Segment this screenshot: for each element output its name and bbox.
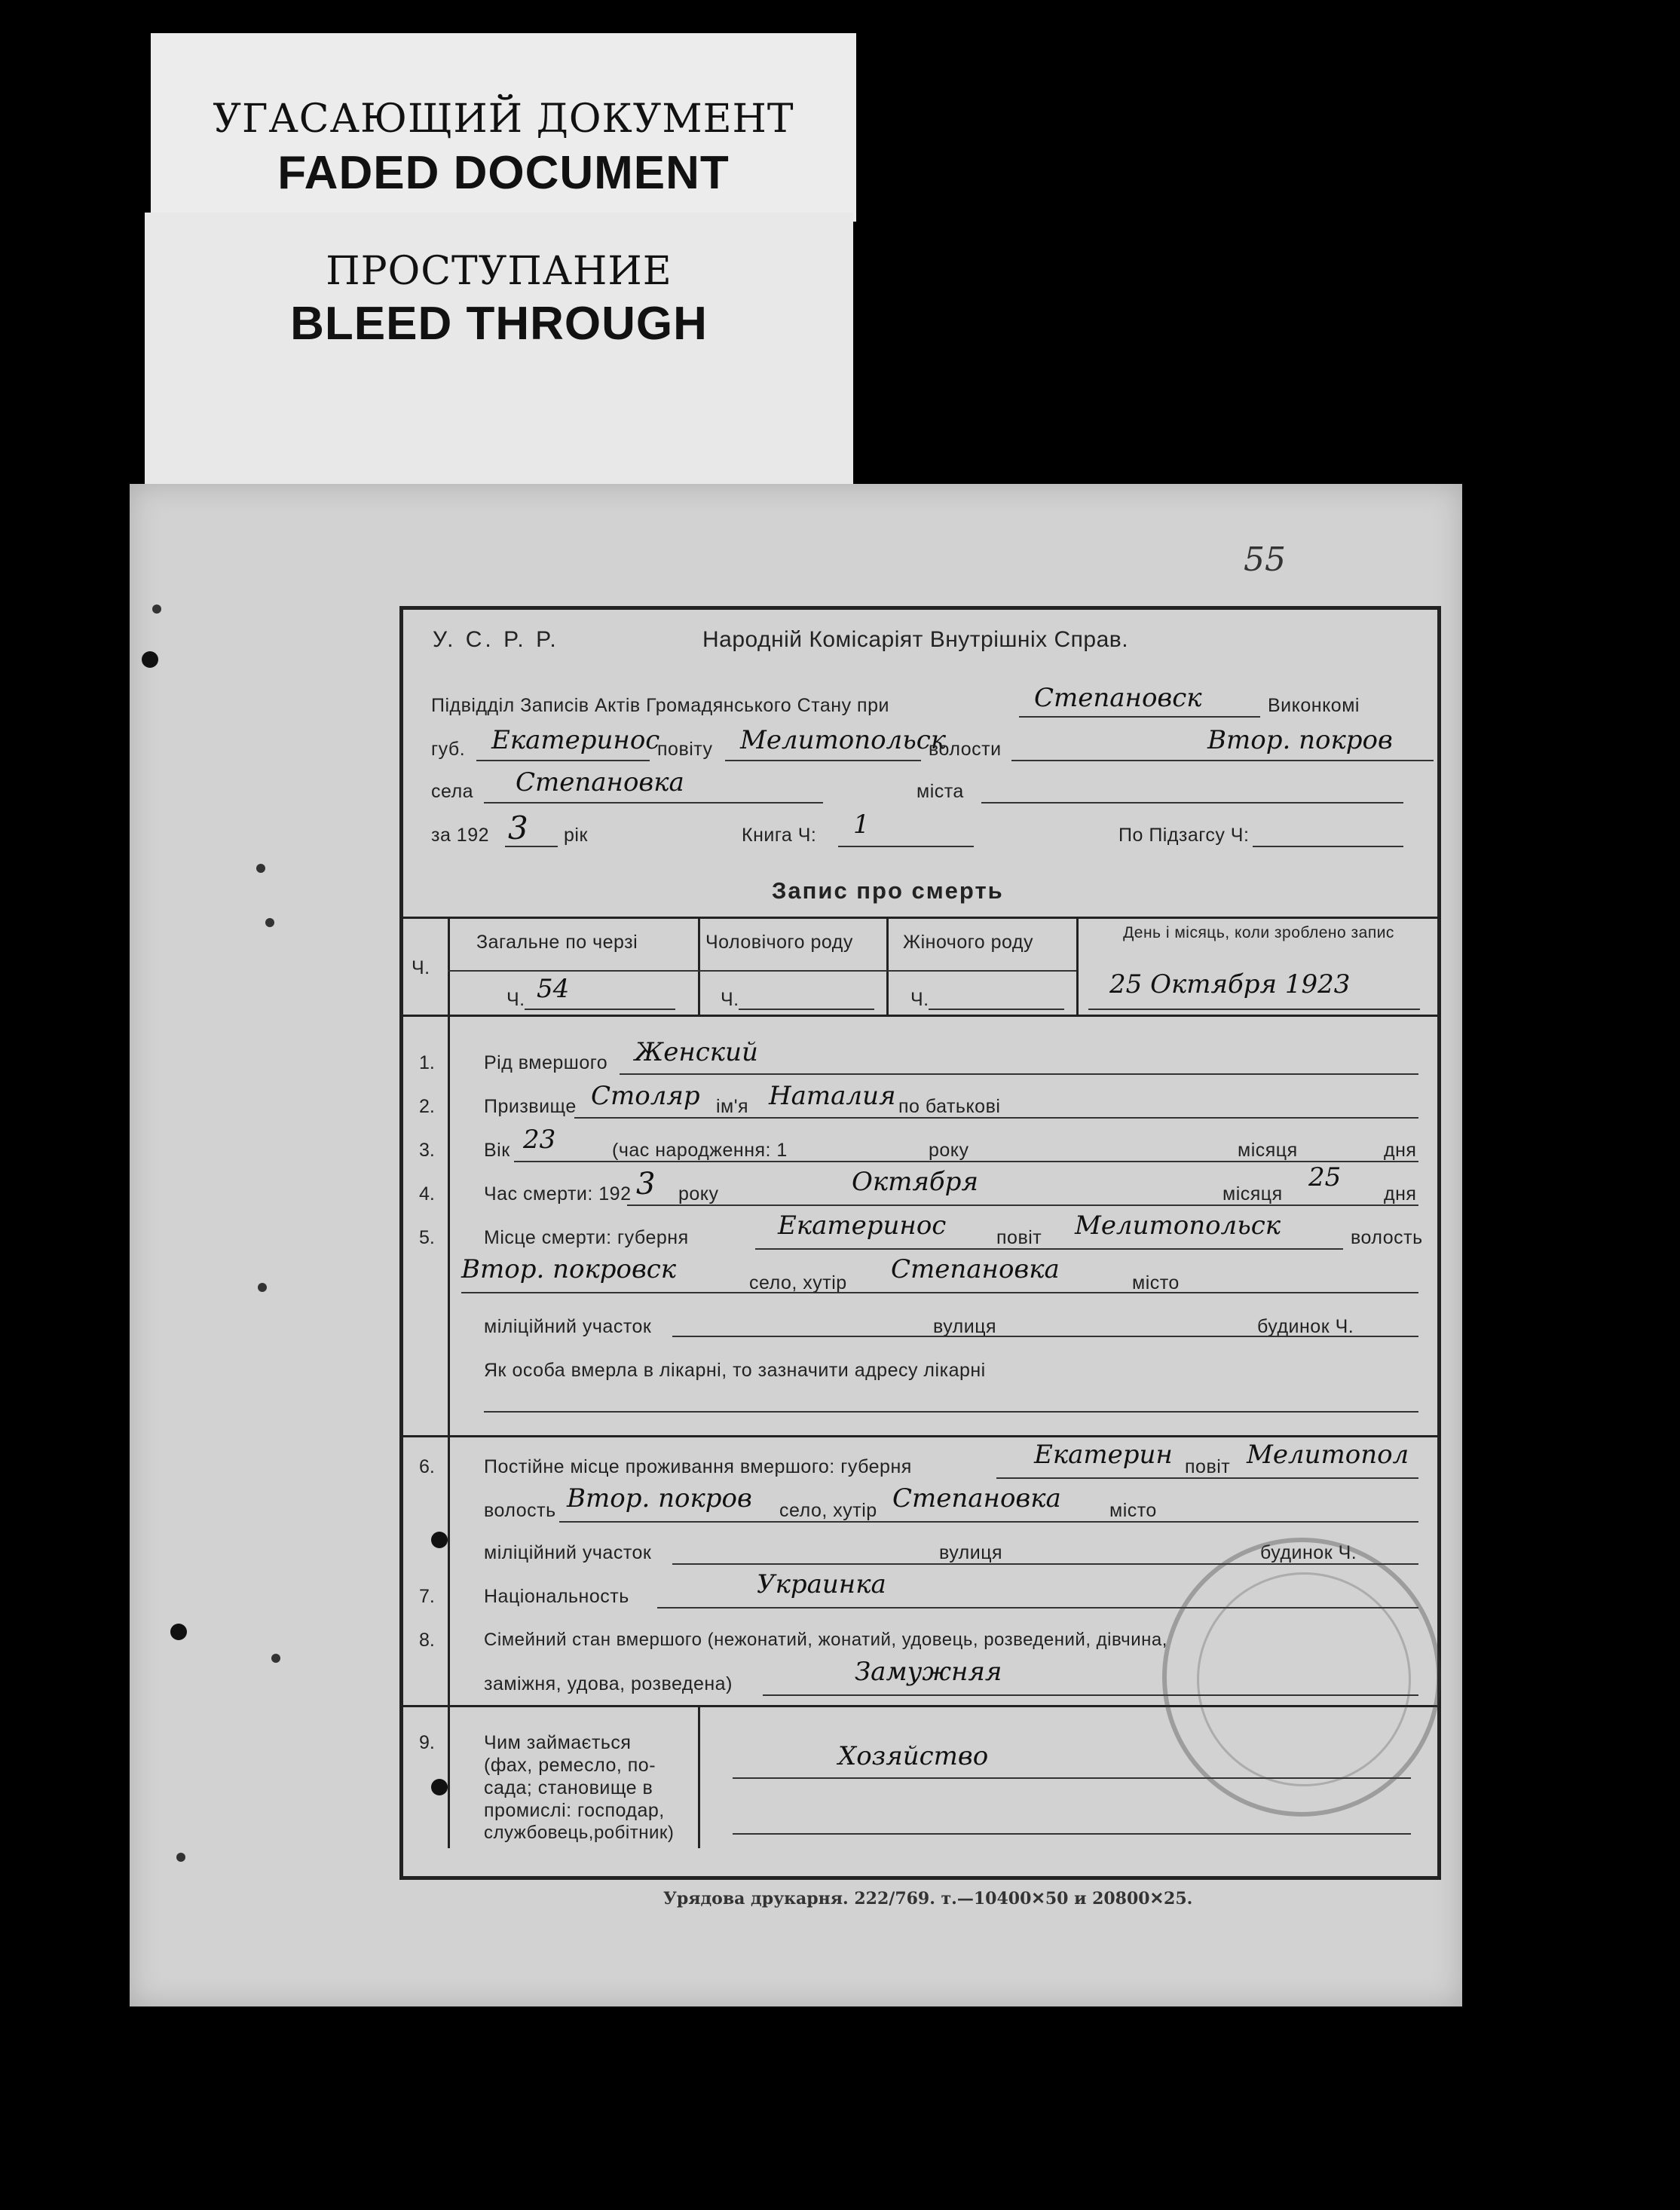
bleed-label-en: BLEED THROUGH: [290, 298, 708, 350]
field5d-hosp: Як особа вмерла в лікарні, то зазначити адресу лікарні: [484, 1360, 986, 1381]
table-bottom-line: [399, 1015, 1441, 1017]
field5c-house: будинок Ч.: [1257, 1316, 1354, 1337]
table-col-sep: [698, 917, 700, 1015]
field4-year: року: [678, 1183, 719, 1204]
faded-document-label: [151, 33, 856, 222]
field5-underline: [755, 1248, 1343, 1250]
field6b-misto: місто: [1109, 1500, 1157, 1521]
field9-col-sep: [698, 1705, 700, 1848]
field3-underline: [514, 1161, 1418, 1162]
table-col-sep: [1076, 917, 1079, 1015]
punch-hole: [152, 605, 161, 614]
volost-hw: Втор. покров: [1207, 725, 1393, 755]
field4-month-hw: Октября: [852, 1167, 978, 1197]
field5-label: Місце смерти: губерня: [484, 1227, 689, 1248]
gub-underline: [476, 760, 650, 761]
death-record-document: [130, 484, 1462, 2006]
field5b-underline: [461, 1292, 1418, 1293]
punch-hole: [256, 864, 265, 873]
field6b-selo-hw: Степановка: [892, 1483, 1061, 1514]
field1-label: Рід вмершого: [484, 1052, 608, 1073]
field5c-underline: [672, 1336, 1418, 1337]
field2-name-hw: Наталия: [769, 1081, 896, 1111]
volost-label: волости: [929, 739, 1002, 760]
field2-underline: [574, 1117, 1418, 1119]
podzag-label: По Підзагсу Ч:: [1118, 825, 1250, 846]
field9-line2: (фах, ремесло, по-: [484, 1755, 656, 1776]
field7-hw: Украинка: [757, 1569, 886, 1599]
field6c-house: будинок Ч.: [1260, 1542, 1357, 1563]
book-label: Книга Ч:: [742, 825, 817, 846]
year-hw: 3: [508, 810, 528, 846]
povit-underline: [725, 760, 921, 761]
punch-hole: [265, 918, 274, 927]
table-date-hw: 25 Октября 1923: [1109, 969, 1351, 999]
table-header-divider: [448, 970, 1076, 972]
field9-line1: Чим займається: [484, 1732, 632, 1753]
table-top-line: [399, 917, 1441, 919]
field5-povit: повіт: [996, 1227, 1042, 1248]
table-val2-underline: [739, 1009, 874, 1010]
mista-label: міста: [917, 781, 964, 802]
field-number-5: 5.: [419, 1227, 435, 1248]
field6-povit: повіт: [1185, 1456, 1231, 1477]
table-col-sep: [886, 917, 889, 1015]
table-col1-header: Загальне по черзі: [476, 932, 638, 953]
field5d-underline: [484, 1411, 1418, 1413]
field6c-street: вулиця: [939, 1542, 1003, 1563]
book-hw: 1: [853, 810, 870, 840]
field5b-hw: Втор. покровск: [461, 1254, 677, 1284]
selo-hw: Степановка: [516, 767, 684, 797]
field5c-street: вулиця: [933, 1316, 997, 1337]
book-underline: [838, 846, 974, 847]
registry-line1-suffix: Виконкомі: [1268, 695, 1360, 716]
field3-year: року: [929, 1140, 969, 1161]
field4-label: Час смерти: 192: [484, 1183, 632, 1204]
field-number-1: 1.: [419, 1052, 435, 1073]
punch-hole: [176, 1853, 185, 1862]
registry-line1-underline: [1019, 716, 1260, 718]
field4-day-hw: 25: [1308, 1162, 1342, 1192]
faded-label-en: FADED DOCUMENT: [277, 147, 730, 199]
gub-hw: Екатеринос: [491, 725, 660, 755]
selo-label: села: [431, 781, 474, 802]
podzag-underline: [1253, 846, 1403, 847]
field5c-mil: міліційний участок: [484, 1316, 652, 1337]
faded-label-ru: УГАСАЮЩИЙ ДОКУМЕНТ: [213, 96, 794, 142]
header-ministry: Народній Комісаріят Внутрішніх Справ.: [702, 627, 1129, 652]
bleed-through-label: [145, 213, 853, 484]
field6b-volost-hw: Втор. покров: [567, 1483, 752, 1514]
field9-line3: сада; становище в: [484, 1777, 653, 1798]
field1-hw: Женский: [635, 1037, 758, 1067]
section-divider-1: [399, 1435, 1441, 1437]
field3-label: Вік: [484, 1140, 510, 1161]
field-number-3: 3.: [419, 1140, 435, 1161]
table-row-ch-3: Ч.: [910, 989, 929, 1010]
field4-month: місяця: [1223, 1183, 1283, 1204]
field5b-misto: місто: [1132, 1272, 1180, 1293]
field6-gub-hw: Екатерин: [1034, 1440, 1173, 1470]
field-number-7: 7.: [419, 1586, 435, 1607]
field6b-underline: [559, 1521, 1418, 1523]
page-number: 55: [1244, 540, 1286, 579]
field-number-4: 4.: [419, 1183, 435, 1204]
field6b-selo: село, хутір: [779, 1500, 877, 1521]
field4-year-hw: 3: [636, 1167, 656, 1201]
table-val3-underline: [929, 1009, 1064, 1010]
field5-povit-hw: Мелитопольск: [1075, 1211, 1281, 1241]
za-label: за 192: [431, 825, 490, 846]
table-row-ch-1: Ч.: [506, 989, 525, 1010]
field3-hw: 23: [523, 1125, 556, 1155]
field3-month: місяця: [1238, 1140, 1298, 1161]
rik-label: рік: [564, 825, 588, 846]
field4-day: дня: [1384, 1183, 1417, 1204]
field2-label: Призвище: [484, 1096, 577, 1117]
field5b-selo-hw: Степановка: [891, 1254, 1060, 1284]
field8b-label: заміжня, удова, розведена): [484, 1673, 733, 1694]
punch-hole: [271, 1654, 280, 1663]
field6b-volost: волость: [484, 1500, 556, 1521]
selo-underline: [484, 802, 823, 803]
field-number-6: 6.: [419, 1456, 435, 1477]
round-seal-stamp: [1162, 1538, 1441, 1817]
field9-line5: службовець,робітник): [484, 1823, 675, 1843]
field5-volost: волость: [1351, 1227, 1423, 1248]
field-number-2: 2.: [419, 1096, 435, 1117]
field2-name-label: ім'я: [716, 1096, 749, 1117]
table-row-ch-2: Ч.: [721, 989, 739, 1010]
field-number-8: 8.: [419, 1630, 435, 1651]
bleed-label-ru: ПРОСТУПАНИЕ: [326, 249, 672, 294]
header-republic: У. С. Р. Р.: [433, 627, 559, 652]
field6c-mil: міліційний участок: [484, 1542, 652, 1563]
gub-label: губ.: [431, 739, 466, 760]
table-col4-header: День і місяць, коли зроблено запис: [1123, 924, 1394, 941]
field9-line4: промислі: господар,: [484, 1800, 665, 1821]
field8-hw: Замужняя: [855, 1657, 1002, 1687]
field6-underline: [996, 1477, 1418, 1479]
volost-underline: [1011, 760, 1434, 761]
table-ch-label: Ч.: [412, 957, 430, 978]
punch-hole: [170, 1624, 187, 1640]
printer-footer: Урядова друкарня. 222/769. т.—10400✕50 и 20800✕25.: [663, 1889, 1193, 1908]
field3-birth: (час народження: 1: [612, 1140, 788, 1161]
field7-label: Національность: [484, 1586, 629, 1607]
year-underline: [505, 846, 558, 847]
record-title: Запис про смерть: [772, 877, 1004, 904]
field9-underline-2: [733, 1833, 1411, 1835]
field2-hw: Столяр: [591, 1081, 700, 1111]
table-val1: 54: [537, 974, 570, 1004]
table-col3-header: Жіночого роду: [903, 932, 1033, 953]
povit-label: повіту: [657, 739, 713, 760]
table-col2-header: Чоловічого роду: [705, 932, 853, 953]
punch-hole: [142, 651, 158, 668]
punch-hole: [258, 1283, 267, 1292]
povit-hw: Мелитопольск: [740, 725, 947, 755]
table-date-underline: [1088, 1009, 1420, 1010]
mista-underline: [981, 802, 1403, 803]
field9-hw: Хозяйство: [838, 1741, 989, 1771]
field4-underline: [627, 1204, 1418, 1206]
field8-label: Сімейний стан вмершого (нежонатий, жонатий, удовець, розведений, дівчина,: [484, 1630, 1167, 1650]
table-val1-underline: [525, 1009, 675, 1010]
field6-label: Постійне місце проживання вмершого: губерня: [484, 1456, 912, 1477]
table-col-sep: [448, 917, 450, 1848]
field5-gub-hw: Екатеринос: [778, 1211, 947, 1241]
registry-line1-prefix: Підвідділ Записів Актів Громадянського Стану при: [431, 695, 889, 716]
field2-patr-label: по батькові: [898, 1096, 1001, 1117]
field6-povit-hw: Мелитопол: [1247, 1440, 1409, 1470]
field-number-9: 9.: [419, 1732, 435, 1753]
field5b-selo: село, хутір: [749, 1272, 847, 1293]
registry-line1-hw: Степановск: [1034, 683, 1202, 713]
field3-day: дня: [1384, 1140, 1417, 1161]
field1-underline: [620, 1073, 1418, 1075]
